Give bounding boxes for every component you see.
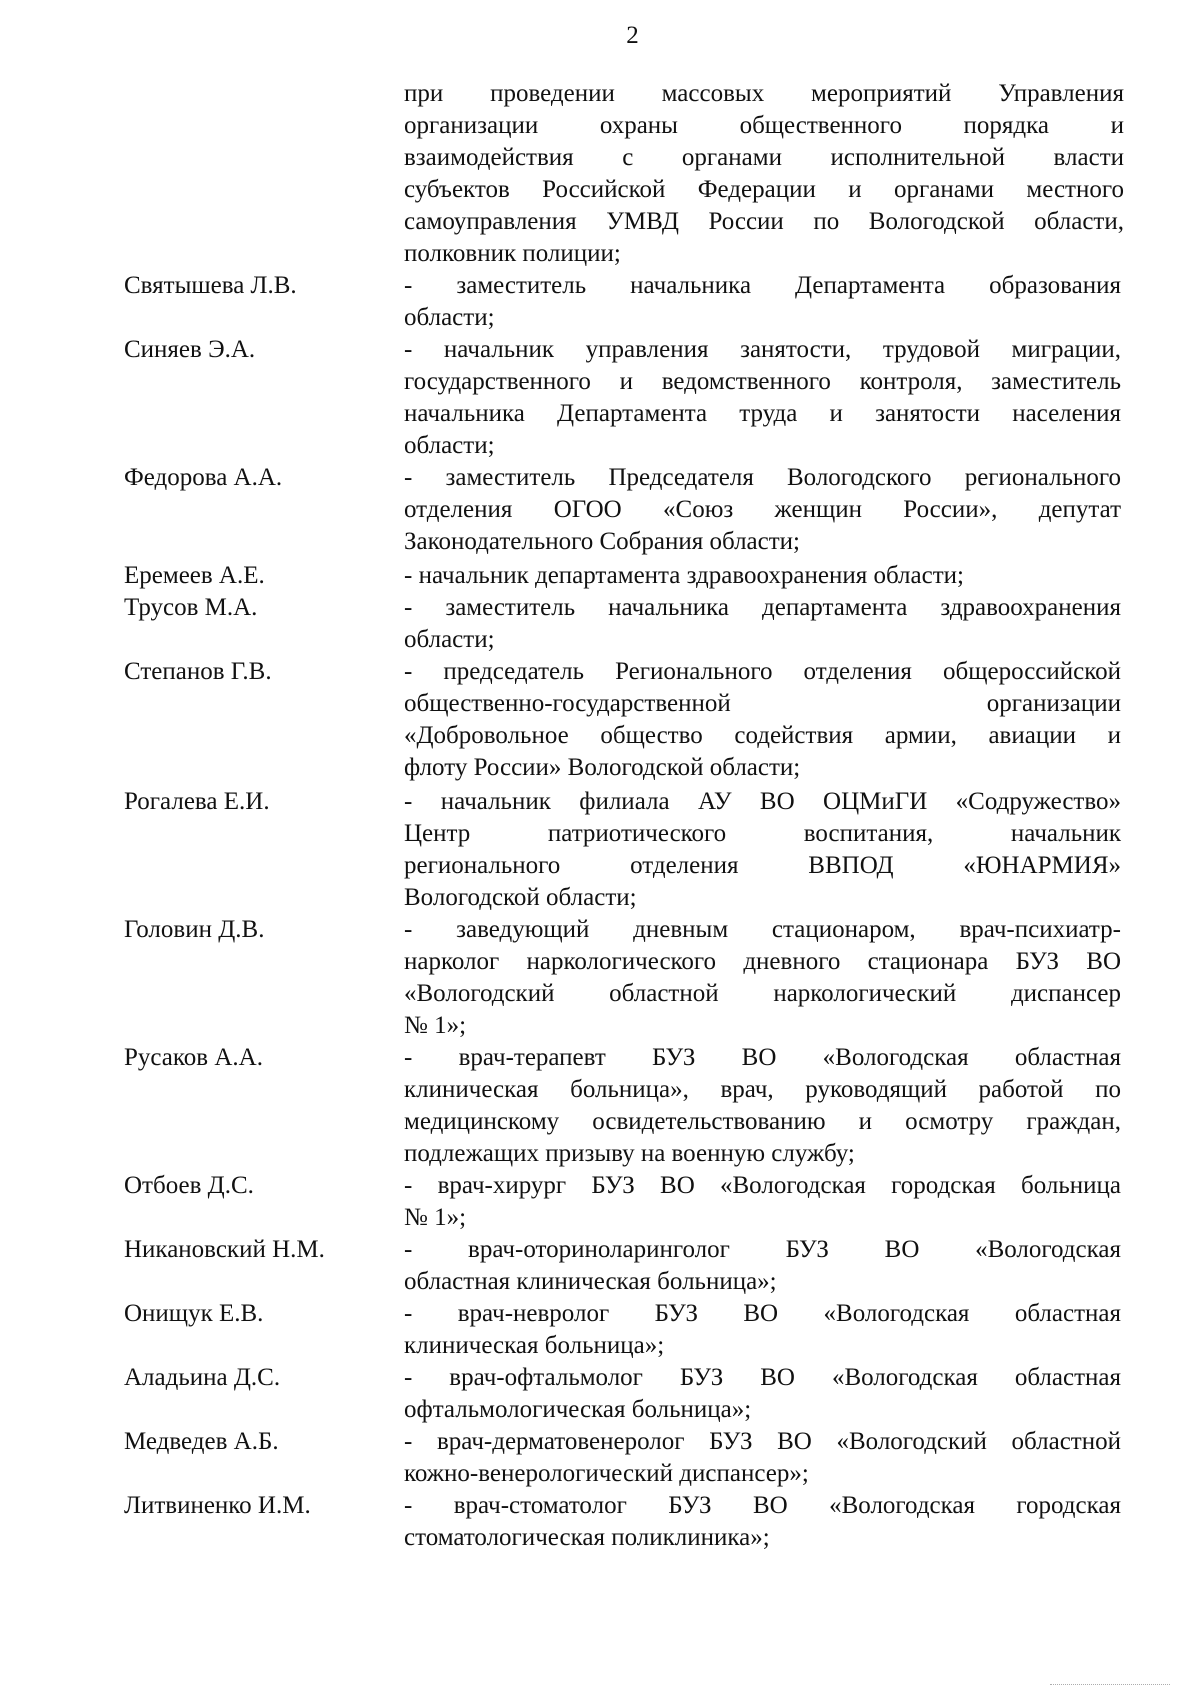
member-description xyxy=(404,1234,1121,1298)
member-description-line: регионального отделения ВВПОД «ЮНАРМИЯ» xyxy=(404,852,1121,879)
member-description xyxy=(404,462,1121,558)
member-description-line: № 1»; xyxy=(404,1012,467,1039)
member-name: Федорова А.А. xyxy=(124,464,283,491)
member-description-line: - врач-терапевт БУЗ ВО «Вологодская областная xyxy=(404,1044,1121,1071)
member-description xyxy=(404,656,1121,784)
member-name: Еремеев А.Е. xyxy=(124,562,265,589)
intro-line: самоуправления УМВД России по Вологодской области, xyxy=(404,208,1124,235)
member-name: Синяев Э.А. xyxy=(124,336,256,363)
member-name: Трусов М.А. xyxy=(124,594,258,621)
member-description xyxy=(404,270,1121,334)
member-description-line: Центр патриотического воспитания, начальник xyxy=(404,820,1121,847)
member-description-line: области; xyxy=(404,304,495,331)
member-description-line: офтальмологическая больница»; xyxy=(404,1396,752,1423)
member-description-line: - начальник департамента здравоохранения области; xyxy=(404,562,964,589)
member-description-line: стоматологическая поликлиника»; xyxy=(404,1524,770,1551)
member-description xyxy=(404,1362,1121,1426)
intro-line: организации охраны общественного порядка и xyxy=(404,112,1124,139)
member-description-line: - начальник управления занятости, трудовой миграции, xyxy=(404,336,1121,363)
member-description-line: - врач-хирург БУЗ ВО «Вологодская городская больница xyxy=(404,1172,1121,1199)
member-name: Отбоев Д.С. xyxy=(124,1172,254,1199)
intro-line: полковник полиции; xyxy=(404,240,621,267)
member-description-line: - председатель Регионального отделения общероссийской xyxy=(404,658,1121,685)
member-description-line: общественно-государственной организации xyxy=(404,690,1121,717)
member-description-line: государственного и ведомственного контроля, заместитель xyxy=(404,368,1121,395)
member-description xyxy=(404,560,1121,592)
member-description xyxy=(404,334,1121,462)
member-description xyxy=(404,1042,1121,1170)
member-description-line: флоту России» Вологодской области; xyxy=(404,754,801,781)
member-description xyxy=(404,592,1121,656)
member-description xyxy=(404,1426,1121,1490)
member-description-line: - врач-дерматовенеролог БУЗ ВО «Вологодский областной xyxy=(404,1428,1121,1455)
member-description-line: области; xyxy=(404,432,495,459)
member-description-line: медицинскому освидетельствованию и осмотру граждан, xyxy=(404,1108,1121,1135)
member-description xyxy=(404,914,1121,1042)
member-name: Русаков А.А. xyxy=(124,1044,263,1071)
member-description-line: начальника Департамента труда и занятости населения xyxy=(404,400,1121,427)
member-description-line: - заведующий дневным стационаром, врач-психиатр- xyxy=(404,916,1121,943)
intro-line: субъектов Российской Федерации и органами местного xyxy=(404,176,1124,203)
member-description-line: № 1»; xyxy=(404,1204,467,1231)
member-name: Аладьина Д.С. xyxy=(124,1364,281,1391)
member-description xyxy=(404,1490,1121,1554)
member-description-line: - заместитель Председателя Вологодского регионального xyxy=(404,464,1121,491)
member-name: Рогалева Е.И. xyxy=(124,788,270,815)
member-description-line: клиническая больница», врач, руководящий работой по xyxy=(404,1076,1121,1103)
member-description-line: Вологодской области; xyxy=(404,884,637,911)
member-description-line: - заместитель начальника департамента здравоохранения xyxy=(404,594,1121,621)
member-description-line: - врач-невролог БУЗ ВО «Вологодская областная xyxy=(404,1300,1121,1327)
member-description-line: области; xyxy=(404,626,495,653)
member-description xyxy=(404,1170,1121,1234)
member-name: Медведев А.Б. xyxy=(124,1428,279,1455)
member-name: Святышева Л.В. xyxy=(124,272,297,299)
member-description-line: подлежащих призыву на военную службу; xyxy=(404,1140,855,1167)
intro-paragraph xyxy=(404,78,1124,270)
member-description xyxy=(404,786,1121,914)
intro-line: взаимодействия с органами исполнительной власти xyxy=(404,144,1124,171)
member-name: Никановский Н.М. xyxy=(124,1236,325,1263)
member-description-line: - врач-стоматолог БУЗ ВО «Вологодская городская xyxy=(404,1492,1121,1519)
member-description-line: Законодательного Собрания области; xyxy=(404,528,800,555)
intro-line: при проведении массовых мероприятий Управления xyxy=(404,80,1124,107)
member-description-line: - врач-офтальмолог БУЗ ВО «Вологодская областная xyxy=(404,1364,1121,1391)
member-description-line: клиническая больница»; xyxy=(404,1332,665,1359)
scan-margin-mark xyxy=(1050,1684,1170,1693)
member-name: Литвиненко И.М. xyxy=(124,1492,311,1519)
member-description-line: областная клиническая больница»; xyxy=(404,1268,777,1295)
member-description-line: - начальник филиала АУ ВО ОЦМиГИ «Содружество» xyxy=(404,788,1121,815)
member-description-line: «Добровольное общество содействия армии, авиации и xyxy=(404,722,1121,749)
member-name: Степанов Г.В. xyxy=(124,658,272,685)
member-description-line: - заместитель начальника Департамента образования xyxy=(404,272,1121,299)
member-description-line: отделения ОГОО «Союз женщин России», депутат xyxy=(404,496,1121,523)
member-description xyxy=(404,1298,1121,1362)
member-description-line: - врач-оториноларинголог БУЗ ВО «Вологодская xyxy=(404,1236,1121,1263)
member-name: Головин Д.В. xyxy=(124,916,265,943)
member-name: Онищук Е.В. xyxy=(124,1300,264,1327)
member-description-line: нарколог наркологического дневного стационара БУЗ ВО xyxy=(404,948,1121,975)
member-description-line: «Вологодский областной наркологический диспансер xyxy=(404,980,1121,1007)
member-description-line: кожно-венерологический диспансер»; xyxy=(404,1460,809,1487)
page-number: 2 xyxy=(626,22,639,49)
